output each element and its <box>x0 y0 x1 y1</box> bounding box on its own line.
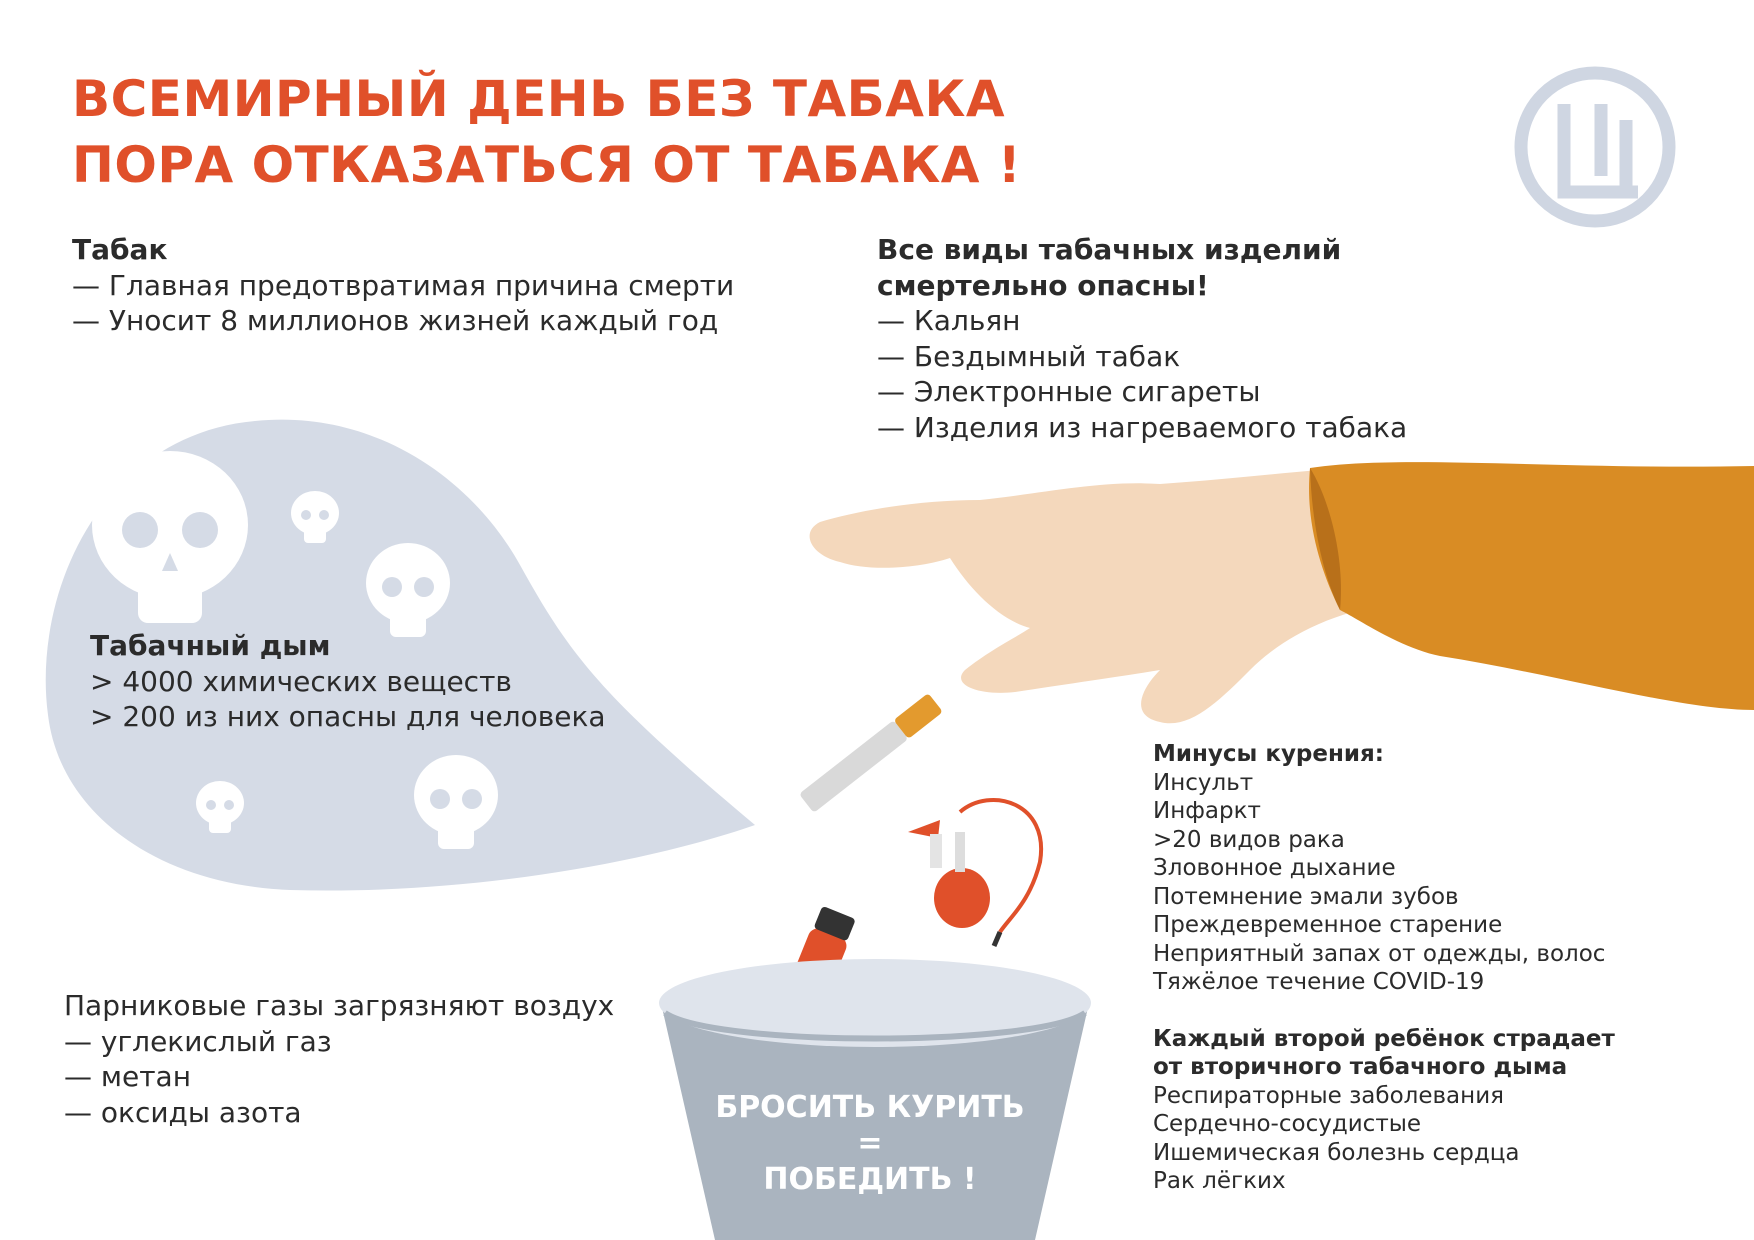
gases-block <box>64 988 614 1130</box>
products-item: — Кальян <box>877 304 1021 337</box>
children-heading-line-2: от вторичного табачного дыма <box>1153 1054 1568 1080</box>
bin-slogan-line-3: ПОБЕДИТЬ ! <box>763 1162 977 1197</box>
products-item: — Бездымный табак <box>877 339 1181 373</box>
tobacco-heading: Табак <box>72 233 168 266</box>
children-item: Сердечно-сосудистые <box>1153 1111 1422 1137</box>
minuses-item: Преждевременное старение <box>1153 912 1503 938</box>
minuses-heading: Минусы курения: <box>1153 741 1384 767</box>
title-line-2: ПОРА ОТКАЗАТЬСЯ ОТ ТАБАКА ! <box>72 136 1022 194</box>
minuses-item: Неприятный запах от одежды, волос <box>1153 940 1606 967</box>
children-item: Рак лёгких <box>1153 1168 1286 1194</box>
gases-item: — метан <box>64 1060 192 1093</box>
tobacco-block <box>72 232 734 339</box>
products-block <box>877 232 1407 445</box>
sleeve <box>1309 462 1754 710</box>
title-line-1: ВСЕМИРНЫЙ ДЕНЬ БЕЗ ТАБАКА <box>72 70 1006 128</box>
bin-slogan-line-2: = <box>857 1126 883 1161</box>
tobacco-item: — Уносит 8 миллионов жизней каждый год <box>72 304 719 337</box>
products-heading-line-2: смертельно опасны! <box>877 268 1209 302</box>
minuses-item: >20 видов рака <box>1153 826 1345 853</box>
gases-heading: Парниковые газы загрязняют воздух <box>64 989 615 1022</box>
bin-slogan-line-1: БРОСИТЬ КУРИТЬ <box>715 1090 1025 1125</box>
products-item: — Электронные сигареты <box>877 375 1261 408</box>
products-item: — Изделия из нагреваемого табака <box>877 410 1408 444</box>
smoke-block <box>90 628 606 735</box>
smoke-item: > 200 из них опасны для человека <box>90 700 606 733</box>
hookah-icon <box>900 792 1070 952</box>
smoke-item: > 4000 химических веществ <box>90 664 512 698</box>
products-heading-line-1: Все виды табачных изделий <box>877 233 1342 266</box>
minuses-block <box>1153 740 1615 1196</box>
children-item: Респираторные заболевания <box>1153 1082 1504 1109</box>
minuses-item: Инфаркт <box>1153 798 1261 824</box>
children-heading-line-1: Каждый второй ребёнок страдает <box>1153 1025 1615 1052</box>
circle-logo-icon <box>1512 64 1678 230</box>
bin-slogan <box>660 1090 1080 1198</box>
minuses-item: Зловонное дыхание <box>1153 855 1396 881</box>
gases-item: — оксиды азота <box>64 1095 302 1129</box>
smoke-heading: Табачный дым <box>90 629 331 662</box>
minuses-item: Инсульт <box>1153 769 1254 796</box>
minuses-item: Потемнение эмали зубов <box>1153 883 1459 910</box>
minuses-item: Тяжёлое течение COVID-19 <box>1153 969 1485 995</box>
page-title <box>72 66 1021 198</box>
children-item: Ишемическая болезнь сердца <box>1153 1139 1520 1166</box>
tobacco-item: — Главная предотвратимая причина смерти <box>72 268 735 302</box>
gases-item: — углекислый газ <box>64 1024 332 1058</box>
